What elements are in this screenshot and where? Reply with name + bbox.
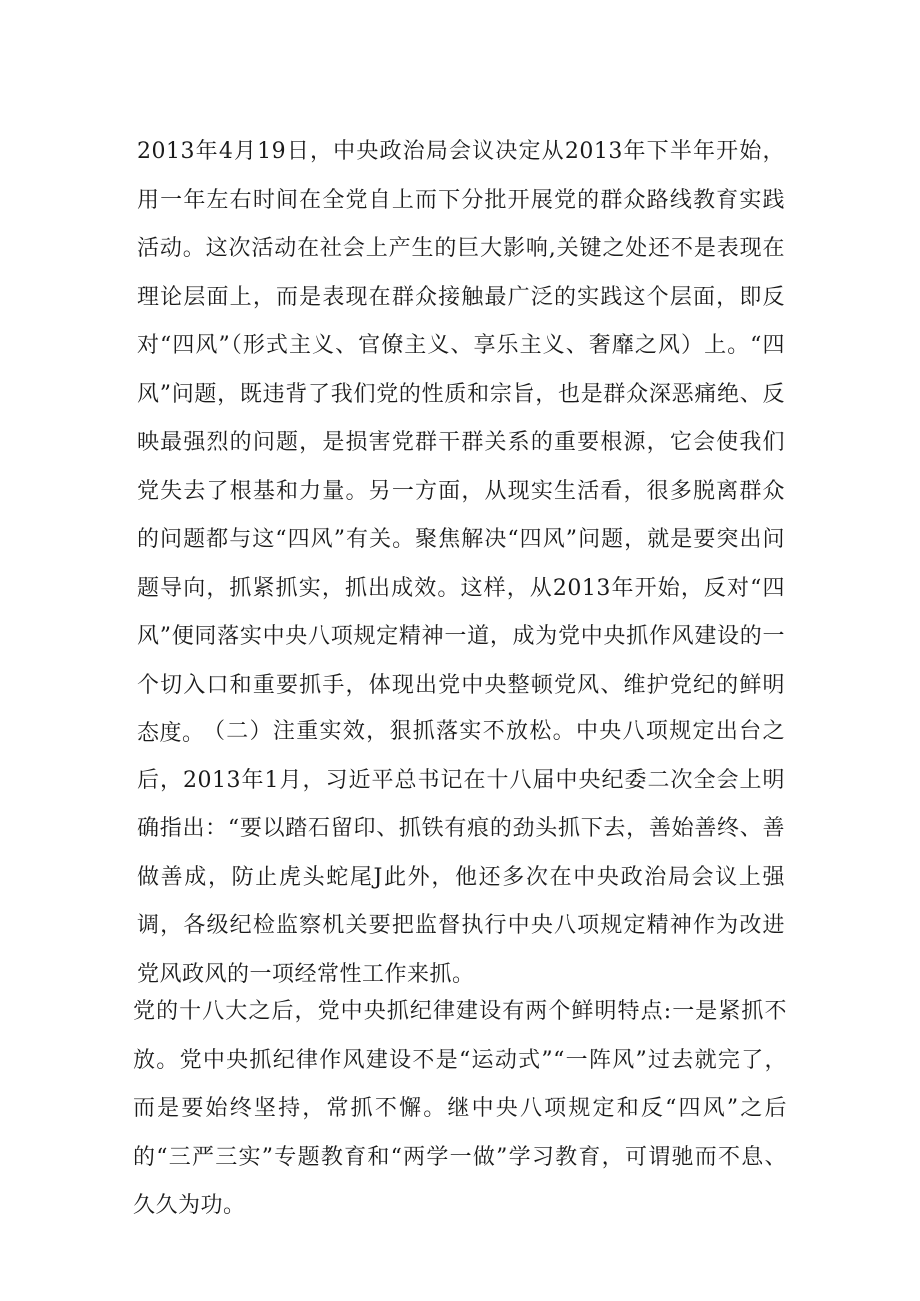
paragraph-2: （二）注重实效，狠抓落实不放松。中央八项规定出台之后，2013年1月，习近平总书记在十八届中央纪委二次全会上明确指出：“要以踏石留印、抓铁有痕的劲头抓下去，善始善终、善做善成，防止虎头蛇尾J此外，他还多次在中央政治局会议上强调，各级纪检监察机关要把监督执行中央八项规定精神作为改进党风政风的一项经常性工作来抓。 <box>137 719 785 987</box>
paragraph-1: 2013年4月19日，中央政治局会议决定从2013年下半年开始，用一年左右时间在全党自上而下分批开展党的群众路线教育实践活动。这次活动在社会上产生的巨大影响,关键之处还不是表现在理论层面上，而是表现在群众接触最广泛的实践这个层面，即反对“四风”（形式主义、官僚主义、享乐主义、奢靡之风）上。“四风”问题，既违背了我们党的性质和宗旨，也是群众深恶痛绝、反映最强烈的问题，是损害党群干群关系的重要根源，它会使我们党失去了根基和力量。另一方面，从现实生活看，很多脱离群众的问题都与这“四风”有关。聚焦解决“四风”问题，就是要突出问题导向，抓紧抓实，抓出成效。这样，从2013年开始，反对“四风”便同落实中央八项规定精神一道，成为党中央抓作风建设的一个切入口和重要抓手，体现出党中央整顿党风、维护党纪的鲜明态度。 <box>137 139 785 746</box>
paragraph-3: 党的十八大之后，党中央抓纪律建设有两个鲜明特点:一是紧抓不放。党中央抓纪律作风建设不是“运动式”“一阵风”过去就完了，而是要始终坚持，常抓不懈。继中央八项规定和反“四风”之后的“三严三实”专题教育和“两学一做”学习教育，可谓驰而不息、久久为功。 <box>133 999 787 1218</box>
